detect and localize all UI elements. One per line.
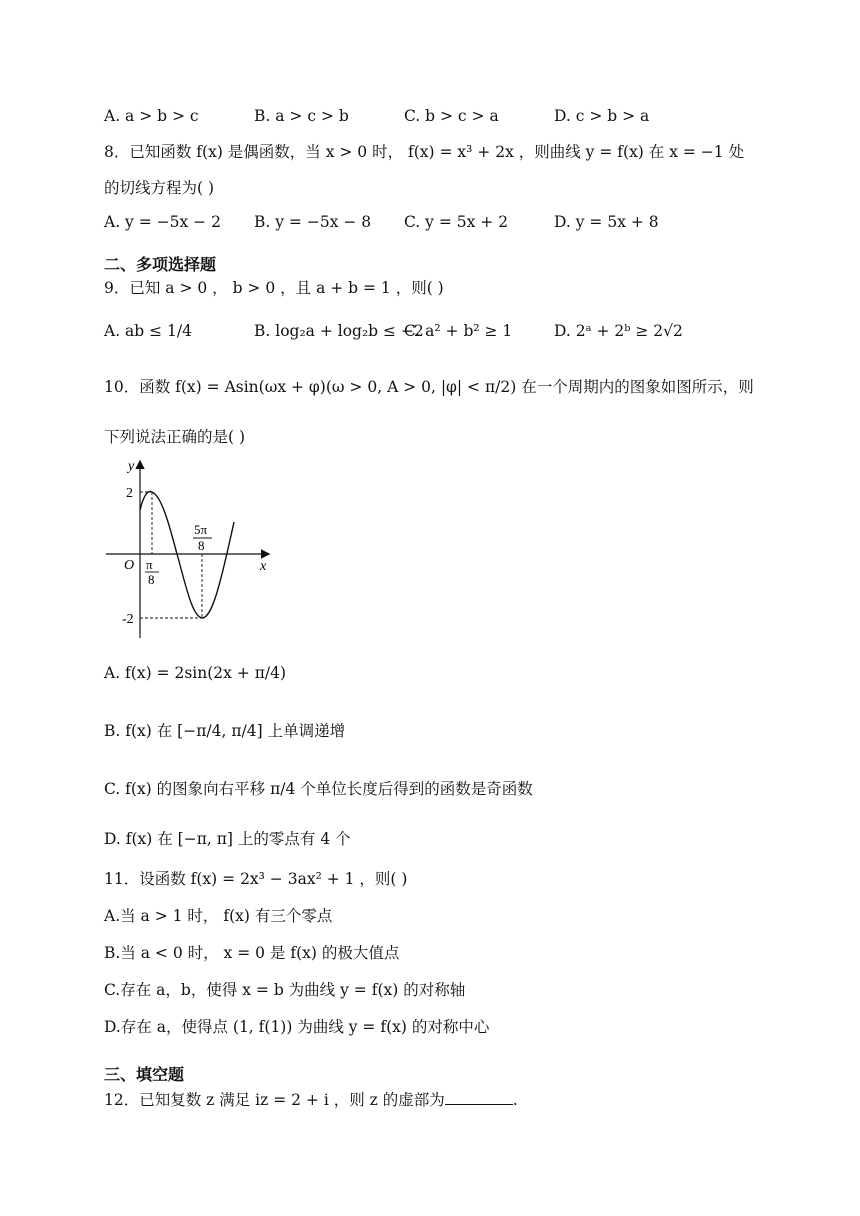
q8-option-b: B. y = −5x − 8 <box>254 213 372 231</box>
section2-title: 二、多项选择题 <box>104 255 217 274</box>
q8-option-d: D. y = 5x + 8 <box>554 213 659 231</box>
q11-option-b: B.当 a < 0 时， x = 0 是 f(x) 的极大值点 <box>104 944 400 962</box>
max-label: 2 <box>126 486 133 501</box>
tick-5pi8-num: 5π <box>194 522 208 537</box>
x-axis-label: x <box>260 559 267 574</box>
q8-stem-line1: 8．已知函数 f(x) 是偶函数，当 x > 0 时， f(x) = x³ + 2x ，则曲线 y = f(x) 在 x = −1 处 <box>104 143 745 161</box>
q9-option-d: D. 2ᵃ + 2ᵇ ≥ 2√2 <box>554 322 683 340</box>
q10-option-d: D. f(x) 在 [−π, π] 上的零点有 4 个 <box>104 830 351 848</box>
q10-stem-line2: 下列说法正确的是( ) <box>104 428 246 446</box>
q12-line <box>104 1090 518 1110</box>
q11-stem: 11．设函数 f(x) = 2x³ − 3ax² + 1 ，则( ) <box>104 870 408 888</box>
q12-stem: 12．已知复数 z 满足 iz = 2 + i ，则 z 的虚部为 <box>104 1091 445 1109</box>
q11-option-c: C.存在 a，b，使得 x = b 为曲线 y = f(x) 的对称轴 <box>104 981 466 999</box>
q8-option-a: A. y = −5x − 2 <box>104 213 221 231</box>
q9-option-a: A. ab ≤ 1/4 <box>104 322 192 340</box>
q10-sine-graph <box>100 456 280 646</box>
q7-option-d: D. c > b > a <box>554 107 650 125</box>
answer-blank <box>445 1090 513 1105</box>
q8-option-c: C. y = 5x + 2 <box>404 213 509 231</box>
q7-option-b: B. a > c > b <box>254 107 349 125</box>
q10-option-b: B. f(x) 在 [−π/4, π/4] 上单调递增 <box>104 722 346 740</box>
q10-option-c: C. f(x) 的图象向右平移 π/4 个单位长度后得到的函数是奇函数 <box>104 780 533 798</box>
q7-option-c: C. b > c > a <box>404 107 499 125</box>
q11-option-a: A.当 a > 1 时， f(x) 有三个零点 <box>104 907 333 925</box>
q9-option-c: C. a² + b² ≥ 1 <box>404 322 513 340</box>
section3-title: 三、填空题 <box>104 1065 185 1084</box>
origin-label: O <box>124 558 135 573</box>
q8-stem-line2: 的切线方程为( ) <box>104 179 215 197</box>
sine-curve <box>140 492 234 618</box>
q11-option-d: D.存在 a，使得点 (1, f(1)) 为曲线 y = f(x) 的对称中心 <box>104 1018 490 1036</box>
y-axis-label: y <box>128 459 135 474</box>
tick-5pi8-den: 8 <box>198 538 205 553</box>
q10-option-a: A. f(x) = 2sin(2x + π/4) <box>104 664 287 682</box>
tick-pi8-den: 8 <box>148 572 155 587</box>
q7-option-a: A. a > b > c <box>104 107 199 125</box>
q12-end: . <box>512 1091 518 1109</box>
q10-stem-line1: 10．函数 f(x) = Asin(ωx + φ)(ω > 0, A > 0, |φ| < π/2) 在一个周期内的图象如图所示，则 <box>104 378 754 396</box>
q9-option-b: B. log₂a + log₂b ≤ −2 <box>254 322 424 340</box>
min-label: -2 <box>122 612 134 627</box>
q9-stem: 9．已知 a > 0 ， b > 0 ，且 a + b = 1 ，则( ) <box>104 279 444 297</box>
tick-pi8-num: π <box>146 557 153 572</box>
